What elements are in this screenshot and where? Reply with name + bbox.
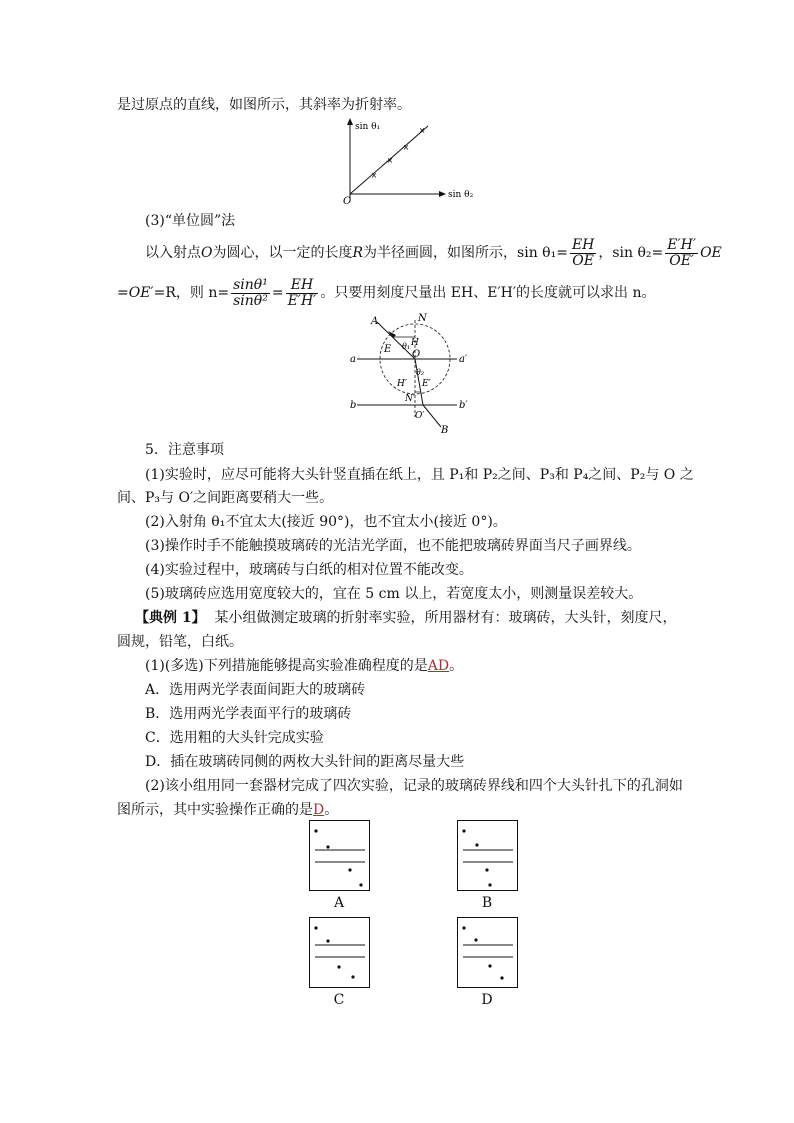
caption-a: A [333, 895, 345, 911]
cross-mark: × [386, 156, 394, 165]
option-c: C．选用粗的大头针完成实验 [145, 730, 324, 746]
experiment-box-d [457, 917, 519, 989]
x-arrow [439, 191, 446, 197]
note-4: (4)实验过程中，玻璃砖与白纸的相对位置不能改变。 [145, 562, 473, 578]
experiment-box-b [457, 820, 519, 892]
caption-c: C [333, 992, 345, 1008]
svg-text:O: O [412, 349, 421, 360]
svg-text:b′: b′ [459, 400, 468, 411]
caption-b: B [481, 895, 493, 911]
intro-line: 是过原点的直线，如图所示，其斜率为折射率。 [117, 97, 411, 113]
option-d: D．插在玻璃砖同侧的两枚大头针间的距离尽量大些 [145, 754, 465, 770]
exit-ray [423, 405, 441, 427]
svg-text:N′: N′ [405, 394, 415, 404]
example-intro: 【典例 1】 某小组做测定玻璃的折射率实验，所用器材有：玻璃砖，大头针，刻度尺， [135, 610, 677, 626]
note-1a: (1)实验时，应尽可能将大头针竖直插在纸上，且 P₁和 P₂之间、P₃和 P₄之间、P₂与 O 之 [145, 467, 694, 483]
option-b: B．选用两光学表面平行的玻璃砖 [145, 706, 352, 722]
svg-text:N: N [418, 313, 427, 324]
fraction-sin: $\frac{\text{sinθ¹}}{\text{sinθ²}}$ [233, 276, 268, 309]
example-tag: 【典例 1】 [135, 610, 206, 626]
fraction-eh-ehp: $\frac{EH}{E'H'}$ [287, 276, 317, 309]
caption-d: D [481, 992, 493, 1008]
notes-heading: 5．注意事项 [145, 442, 224, 458]
svg-text:a′: a′ [459, 354, 468, 365]
svg-text:E: E [384, 344, 392, 355]
note-5: (5)玻璃砖应选用宽度较大的，宜在 5 cm 以上，若宽度太小，则测量误差较大。 [145, 586, 643, 602]
svg-text:θ₁: θ₁ [402, 342, 411, 351]
experiment-box-a [309, 820, 371, 892]
question-2a: (2)该小组用同一套器材完成了四次实验，记录的玻璃砖界线和四个大头针扎下的孔洞如 [145, 778, 683, 794]
origin-label: O [343, 196, 352, 207]
cross-mark: × [370, 171, 378, 180]
sine-graph-figure [330, 118, 490, 208]
y-arrow [347, 118, 353, 125]
fraction-eh-oe: $\frac{EH}{OE}$ [571, 236, 595, 269]
unit-circle-heading: (3)“单位圆”法 [145, 213, 236, 229]
answer-2: D [313, 802, 325, 818]
note-2: (2)入射角 θ₁不宜太大(接近 90°)，也不宜太小(接近 0°)。 [145, 514, 507, 530]
svg-text:θ₂: θ₂ [416, 368, 425, 377]
svg-text:b: b [350, 400, 357, 411]
svg-text:A: A [371, 316, 379, 327]
unit-circle-para-2: =OE′=R，则 n= $\frac{\text{sinθ¹}}{\text{sinθ²}}$ = $\frac{EH}{E'H'}$ 。只要用刻度尺量出 EH、E′H′的长度就可以求出 n。 [117, 276, 656, 309]
svg-text:O′: O′ [415, 411, 425, 421]
x-axis-label: sin θ₂ [448, 190, 474, 200]
question-2b: 图所示，其中实验操作正确的是D。 [117, 802, 339, 818]
svg-text:E′: E′ [422, 379, 431, 389]
option-a: A．选用两光学表面间距大的玻璃砖 [145, 682, 366, 698]
question-1: (1)(多选)下列措施能够提高实验准确程度的是AD。 [145, 658, 464, 674]
svg-text:a: a [350, 354, 356, 365]
svg-text:H: H [411, 338, 419, 348]
cross-mark: × [418, 126, 426, 135]
note-3: (3)操作时手不能触摸玻璃砖的光洁光学面，也不能把玻璃砖界面当尺子画界线。 [145, 538, 641, 554]
fraction-ehp-oep: $\frac{E'H'}{OE'}$ [667, 236, 697, 269]
answer-1: AD [427, 658, 450, 674]
unit-circle-figure [345, 312, 485, 437]
y-axis-label: sin θ₁ [355, 122, 381, 132]
cross-mark: × [402, 143, 410, 152]
example-intro-2: 圆规，铅笔，白纸。 [117, 634, 243, 650]
note-1b: 间、P₃与 O′之间距离要稍大一些。 [117, 490, 334, 506]
svg-text:B: B [441, 425, 449, 436]
experiment-box-c [309, 917, 371, 989]
svg-text:H′: H′ [397, 379, 407, 389]
incident-ray [377, 322, 415, 359]
unit-circle-para-1: 以入射点O为圆心，以一定的长度R为半径画圆，如图所示，sin θ₁= $\frac{EH}{OE}$ ，sin θ₂= $\frac{E'H'}{OE'}$ OE [145, 236, 722, 269]
